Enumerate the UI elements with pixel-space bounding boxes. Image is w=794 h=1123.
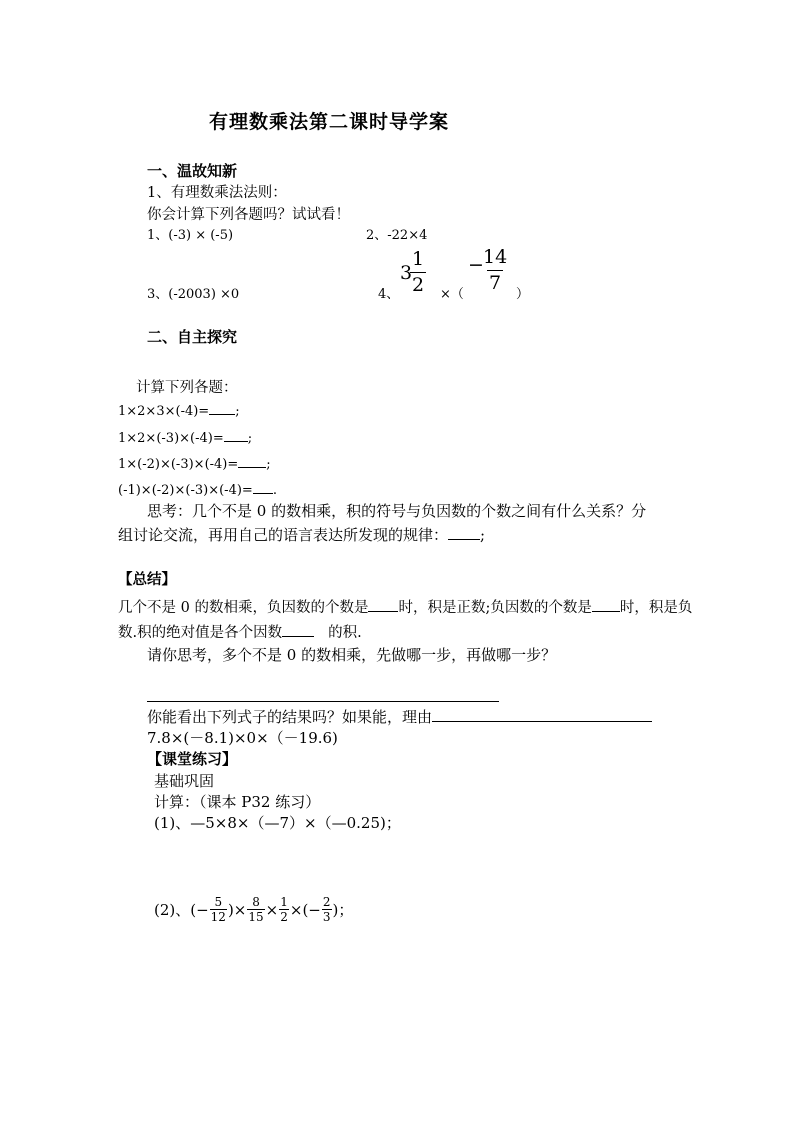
calc-line-1: 1×2×3×(-4)= ; — [118, 404, 240, 419]
q4-fraction-2 — [481, 248, 509, 293]
practice-sub: 基础巩固 — [154, 772, 215, 790]
answer-blank[interactable] — [448, 527, 480, 540]
summary-line-2: 数.积的绝对值是各个因数 的积. — [118, 625, 362, 641]
fraction: $\frac{8}{15}$ — [248, 895, 264, 924]
q4-den2: 7 — [489, 272, 502, 294]
q4-sign: − — [468, 254, 484, 276]
answer-blank[interactable] — [592, 599, 620, 612]
q4-num: 1 — [412, 248, 425, 270]
answer-blank[interactable] — [238, 455, 266, 468]
summary-heading: 【总结】 — [118, 571, 176, 588]
prompt-text: 你会计算下列各题吗？试试看！ — [147, 207, 350, 223]
section1-heading: 一、温故知新 — [147, 162, 238, 180]
answer-blank[interactable] — [282, 624, 314, 637]
q4-whole: 3 — [400, 262, 413, 284]
question-4-prefix: 4、 — [378, 287, 400, 302]
calc-line-4: (-1)×(-2)×(-3)×(-4)= . — [118, 483, 277, 498]
q4-fraction — [410, 250, 426, 295]
fraction: $\frac{1}{2}$ — [280, 895, 288, 924]
calc-line-3: 1×(-2)×(-3)×(-4)= ; — [118, 457, 271, 472]
practice-heading: 【课堂练习】 — [147, 750, 238, 768]
answer-blank[interactable] — [368, 599, 398, 612]
expression: 7.8×(－8.1)×0×（－19.6) — [147, 729, 338, 747]
page-title: 有理数乘法第二课时导学案 — [209, 111, 450, 133]
see-result-text: 你能看出下列式子的结果吗？如果能，理由 — [147, 706, 652, 727]
q4-den: 2 — [412, 274, 425, 296]
calc-label: 计算下列各题： — [136, 380, 238, 396]
calc-line-2: 1×2×(-3)×(-4)= ; — [118, 431, 253, 446]
answer-blank[interactable] — [253, 481, 273, 494]
answer-blank[interactable] — [224, 429, 248, 442]
summary-question: 请你思考，多个不是 0 的数相乘，先做哪一步，再做哪一步？ — [147, 646, 557, 664]
q4-close: ） — [516, 287, 530, 302]
question-1: 1、(-3) × (-5) — [147, 228, 234, 243]
reason-blank[interactable] — [432, 707, 652, 722]
fraction: $\frac{2}{3}$ — [322, 895, 331, 924]
answer-blank[interactable] — [209, 402, 235, 415]
q4-times: ×（ — [440, 287, 464, 302]
practice-problem-1: (1)、—5×8×（—7）×（—0.25)； — [154, 814, 401, 832]
answer-line[interactable] — [147, 701, 499, 702]
rule-label: 1、有理数乘法法则： — [147, 185, 287, 201]
practice-calc: 计算：（课本 P32 练习） — [154, 793, 321, 811]
section2-heading: 二、自主探究 — [147, 328, 238, 346]
question-2: 2、-22×4 — [366, 228, 428, 243]
practice-problem-2: (2)、 (− $\frac{5}{12}$ )× $\frac{8}{15}$ × $\frac{1}{2}$ ×(− $\frac{2}{3}$ )； — [154, 895, 354, 924]
q4-num2: 14 — [483, 246, 508, 268]
think-line-1: 思考：几个不是 0 的数相乘，积的符号与负因数的个数之间有什么关系？分 — [147, 502, 647, 520]
fraction: $\frac{5}{12}$ — [210, 895, 226, 924]
question-3: 3、(-2003) ×0 — [147, 287, 240, 302]
think-line-2: 组讨论交流，再用自己的语言表达所发现的规律： ; — [118, 526, 486, 544]
summary-line-1: 几个不是 0 的数相乘，负因数的个数是 时，积是正数;负因数的个数是 时，积是负 — [118, 600, 693, 616]
